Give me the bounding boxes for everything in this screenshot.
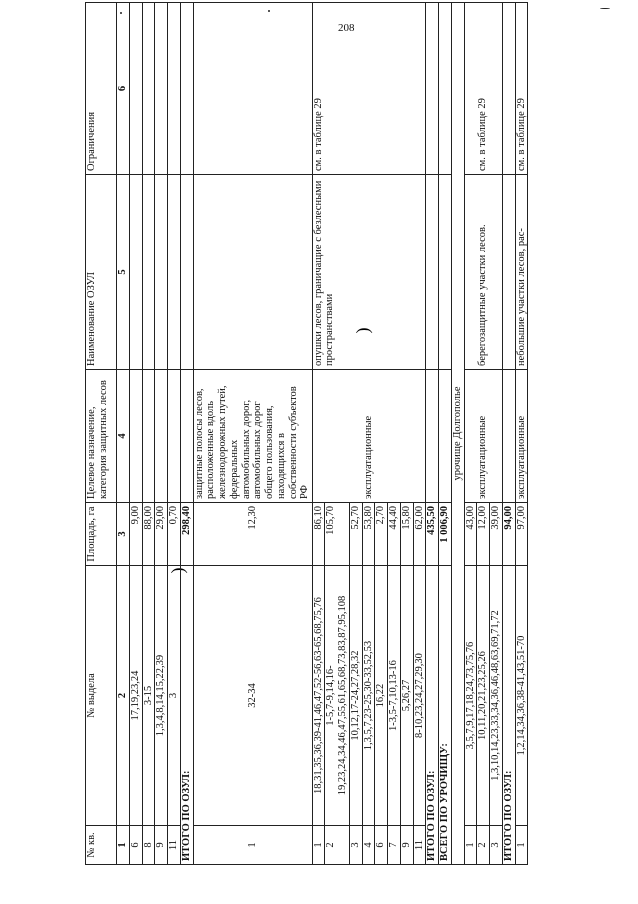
table-cell: 43,00	[464, 503, 477, 566]
header-area: Площадь, га	[86, 503, 117, 566]
total-row	[180, 3, 193, 865]
total-area: 298,40	[180, 503, 193, 566]
table-cell	[502, 370, 515, 503]
table-row	[168, 3, 181, 865]
ozul-table	[85, 2, 528, 865]
table-cell: 5	[117, 175, 130, 370]
table-cell: 44,40	[388, 503, 401, 566]
table-cell: 0,70	[168, 503, 181, 566]
table-row	[515, 3, 528, 865]
table-cell: 2,70	[375, 503, 388, 566]
header-ogranicheniya: Ограничения	[86, 3, 117, 175]
table-cell	[168, 370, 181, 503]
ink-mark: )	[167, 567, 188, 574]
table-cell	[193, 175, 312, 370]
ozul-name-cell: небольшие участки лесов, рас-	[515, 175, 528, 370]
table-cell: 1,2,14,34,36,38-41,43,51-70	[515, 566, 528, 826]
naznachenie-cell: защитные полосы лесов, расположенные вдоль железнодорожных путей, федеральных автомобильных дорог, автомобильных дорог общего пользования, находящихся в собственности субъектов РФ	[193, 370, 312, 503]
table-cell	[129, 370, 142, 503]
table-cell	[180, 175, 193, 370]
header-kv: № кв.	[86, 826, 117, 865]
table-row	[142, 3, 155, 865]
table-cell	[439, 370, 452, 503]
table-cell: 6	[117, 3, 130, 175]
table-cell: 15,80	[400, 503, 413, 566]
table-cell: 88,00	[142, 503, 155, 566]
table-cell: 18,31,35,36,39-41,46,47,52-56,63-65,68,75,76	[312, 566, 325, 826]
table-cell: 2	[117, 566, 130, 826]
table-cell: 1	[312, 826, 325, 865]
total-label: ИТОГО ПО ОЗУЛ:	[502, 566, 515, 865]
column-number-row	[117, 3, 130, 865]
table-cell: 5,26,27	[400, 566, 413, 826]
table-cell: 1	[515, 826, 528, 865]
table-cell	[180, 3, 193, 175]
table-row	[312, 3, 325, 865]
table-cell: 1,3,10,14,23,33,34,36,46,48,63,69,71,72	[490, 566, 503, 826]
table-cell: 17,19,23,24	[129, 566, 142, 826]
table-cell: 10,12,17-24,27,28,32	[349, 566, 362, 826]
table-cell	[155, 370, 168, 503]
table-cell: 3	[349, 826, 362, 865]
ozul-name-cell: опушки лесов, граничащие с безлесными пространствами	[312, 175, 426, 370]
table-cell	[168, 3, 181, 175]
table-cell: 11	[168, 826, 181, 865]
naznachenie-cell: эксплуатационные	[515, 370, 528, 503]
table-cell: 1	[117, 826, 130, 865]
table-cell: 2	[325, 826, 350, 865]
naznachenie-cell: эксплуатационные	[312, 370, 426, 503]
total-area: 435,50	[426, 503, 439, 566]
table-cell: 29,00	[155, 503, 168, 566]
ogranicheniya-cell: см. в таблице 29	[312, 3, 426, 175]
table-cell	[426, 370, 439, 503]
table-cell	[142, 175, 155, 370]
naznachenie-cell: эксплуатационные	[464, 370, 502, 503]
table-row	[129, 3, 142, 865]
table-cell: 1-3,5-7,10,13-16	[388, 566, 401, 826]
table-cell: 39,00	[490, 503, 503, 566]
table-cell: 8-10,23,24,27,29,30	[413, 566, 426, 826]
rotated-table-container	[85, 45, 553, 865]
total-label: ИТОГО ПО ОЗУЛ:	[180, 566, 193, 865]
table-cell	[180, 370, 193, 503]
table-cell: 3	[117, 503, 130, 566]
table-cell: 105,70	[325, 503, 350, 566]
table-cell: 52,70	[349, 503, 362, 566]
table-cell: 86,10	[312, 503, 325, 566]
table-cell	[129, 3, 142, 175]
table-cell	[142, 3, 155, 175]
ink-mark: )	[352, 327, 373, 334]
table-cell: 3,5,7,9,17,18,24,73,75,76	[464, 566, 477, 826]
table-cell: 53,80	[362, 503, 375, 566]
table-header-row	[86, 3, 117, 865]
table-cell: 4	[362, 826, 375, 865]
table-cell: 32-34	[193, 566, 312, 826]
table-cell: 3	[490, 826, 503, 865]
table-cell	[439, 3, 452, 175]
table-cell	[155, 175, 168, 370]
grand-total-row	[439, 3, 452, 865]
table-cell	[155, 3, 168, 175]
table-cell: 6	[375, 826, 388, 865]
table-cell	[129, 175, 142, 370]
table-cell: 1-5,7-9,14,16-19,23,24,34,46,47,55,61,65,68,73,83,87,95,108	[325, 566, 350, 826]
header-naznachenie: Целевое назначение, категория защитных лесов	[86, 370, 117, 503]
table-cell: 3-15	[142, 566, 155, 826]
scan-speck	[600, 8, 610, 9]
table-cell: 10,11,20,21,23,25,26	[477, 566, 490, 826]
ogranicheniya-cell: см. в таблице 29	[515, 3, 528, 175]
section-title: урочище Долгополье	[451, 3, 464, 865]
table-cell	[168, 175, 181, 370]
ogranicheniya-cell: см. в таблице 29	[464, 3, 502, 175]
table-cell: 16,22	[375, 566, 388, 826]
table-cell: 9,00	[129, 503, 142, 566]
total-row	[426, 3, 439, 865]
total-row	[502, 3, 515, 865]
total-label: ВСЕГО ПО УРОЧИЩУ:	[439, 566, 452, 865]
table-cell	[439, 175, 452, 370]
table-cell: 1	[464, 826, 477, 865]
table-cell	[193, 3, 312, 175]
table-cell: 97,00	[515, 503, 528, 566]
table-cell: 12,30	[193, 503, 312, 566]
ozul-name-cell: берегозащитные участки лесов.	[464, 175, 502, 370]
table-cell: 8	[142, 826, 155, 865]
header-vydel: № выдела	[86, 566, 117, 826]
table-cell	[502, 3, 515, 175]
table-cell	[142, 370, 155, 503]
table-cell: 1,3,5,7,23-25,30-33,52,53	[362, 566, 375, 826]
table-cell: 6	[129, 826, 142, 865]
table-cell: 4	[117, 370, 130, 503]
section-row	[451, 3, 464, 865]
total-label: ИТОГО ПО ОЗУЛ:	[426, 566, 439, 865]
table-cell: 1	[193, 826, 312, 865]
table-cell: 62,00	[413, 503, 426, 566]
header-ozul: Наименование ОЗУЛ	[86, 175, 117, 370]
table-row	[193, 3, 312, 865]
table-cell: 2	[477, 826, 490, 865]
table-cell: 3	[168, 566, 181, 826]
total-area: 94,00	[502, 503, 515, 566]
total-area: 1 006,90	[439, 503, 452, 566]
table-cell	[502, 175, 515, 370]
table-cell	[426, 175, 439, 370]
table-row	[155, 3, 168, 865]
table-cell: 1,3,4,8,14,15,22,39	[155, 566, 168, 826]
table-cell: 12,00	[477, 503, 490, 566]
table-cell: 9	[400, 826, 413, 865]
table-cell	[426, 3, 439, 175]
table-row	[464, 3, 477, 865]
table-cell: 7	[388, 826, 401, 865]
table-cell: 9	[155, 826, 168, 865]
page-number: 208	[338, 22, 355, 34]
table-cell: 11	[413, 826, 426, 865]
